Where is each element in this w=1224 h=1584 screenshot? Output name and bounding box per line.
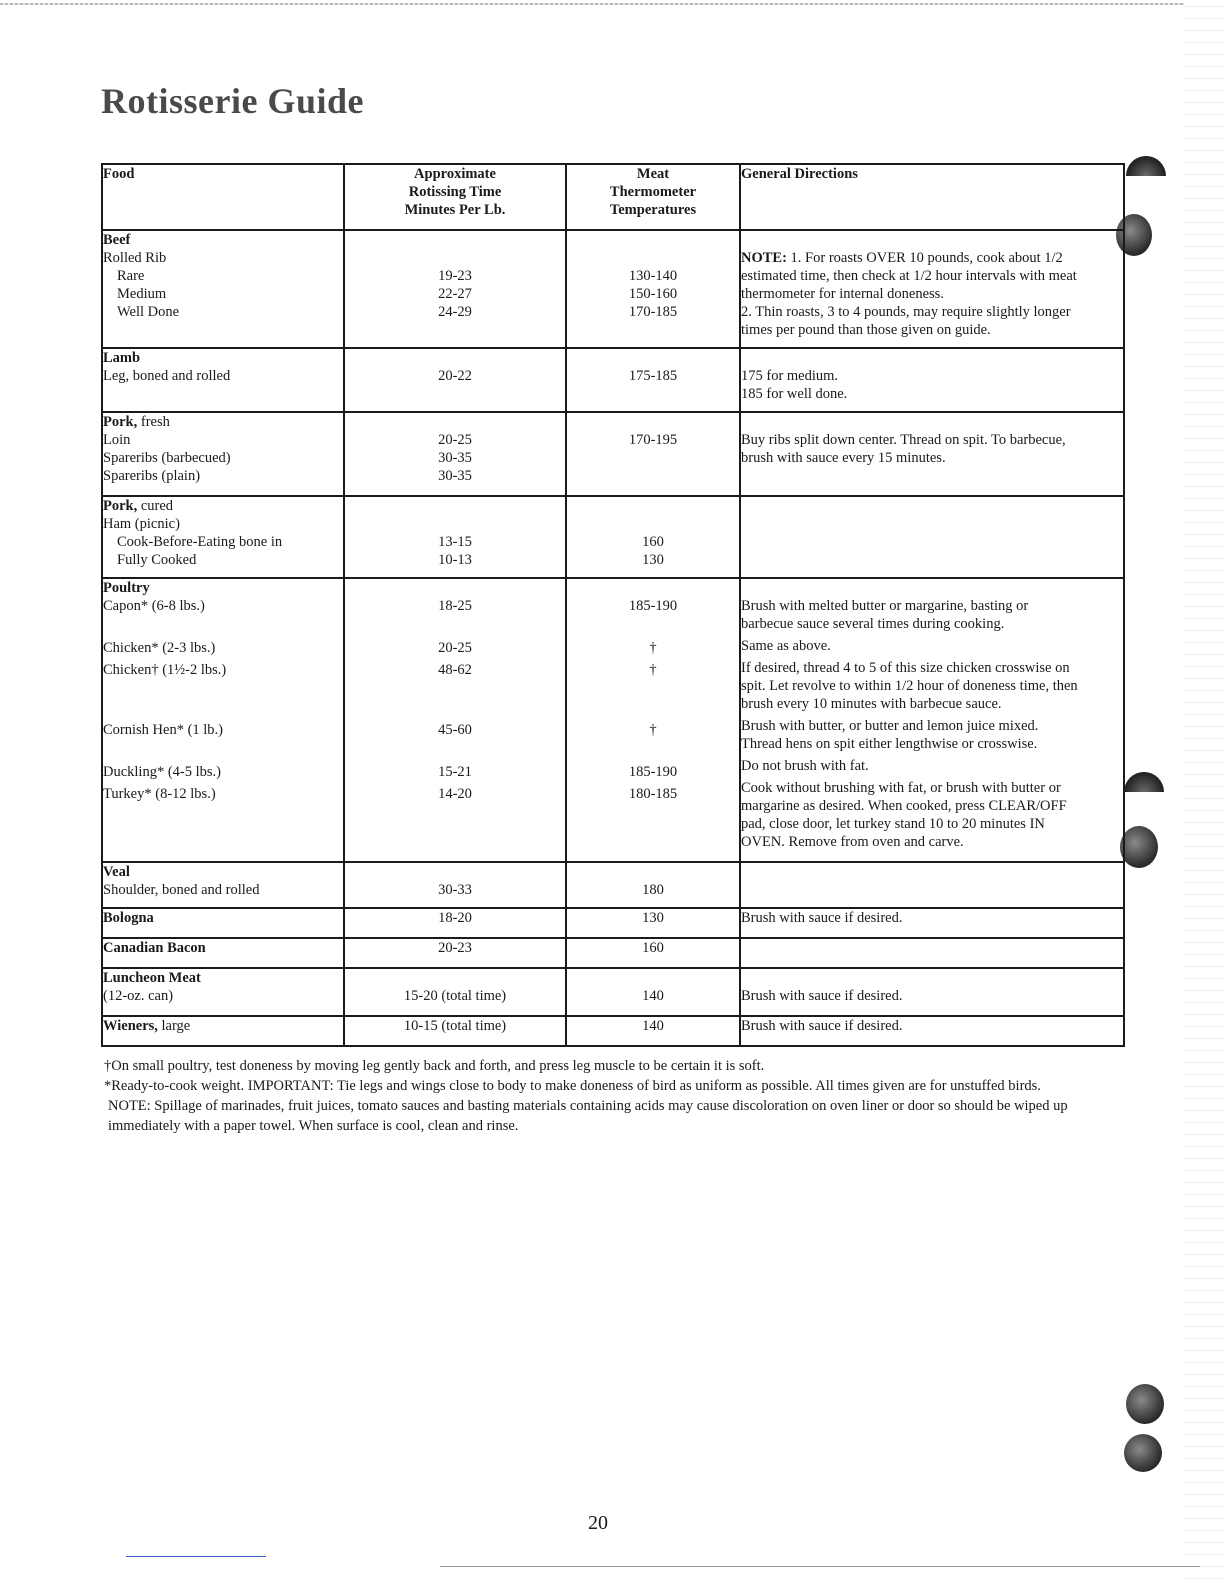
directions-cell	[740, 938, 1124, 968]
temp-cell: 130	[566, 908, 740, 938]
binder-hole-icon	[1126, 1384, 1164, 1424]
binder-hole-top-icon	[1126, 156, 1166, 176]
bottom-rule	[440, 1566, 1200, 1567]
directions-cell: Buy ribs split down center. Thread on spit. To barbecue, brush with sauce every 15 minutes.	[740, 412, 1124, 496]
table-row-canadian-bacon	[102, 938, 1124, 968]
temp-cell: 140	[566, 968, 740, 1016]
scan-top-rule	[0, 3, 1190, 5]
table-row-poultry	[102, 578, 1124, 862]
time-cell: 13-15 10-13	[344, 496, 566, 578]
table-row-pork-fresh	[102, 412, 1124, 496]
directions-cell	[740, 862, 1124, 908]
scan-right-edge	[1184, 0, 1224, 1584]
table-row-luncheon-meat	[102, 968, 1124, 1016]
footnote-note: NOTE: Spillage of marinades, fruit juices, tomato sauces and basting materials containing acids may cause discoloration on oven liner or door so should be wiped up immediately with a paper towel. When surface is cool, clean and rinse.	[108, 1098, 1068, 1134]
directions-cell: Brush with melted butter or margarine, basting or barbecue sauce several times during cooking. Same as above. If desired, thread 4 to 5 of this size chicken crosswise on spit. Let revolve to within 1/2 hour of doneness time, then brush every 10 minutes with barbecue sauce. Brush with butter, or butter and lemon juice mixed. Thread hens on spit either lengthwise or crosswise. Do not brush with fat. Cook without brushing with fat, or brush with butter or margarine as desired. When cooked, press CLEAR/OFF pad, close door, let turkey stand 10 to 20 minutes IN OVEN. Remove from oven and carve.	[740, 578, 1124, 862]
header-food: Food	[102, 164, 344, 230]
temp-cell: 160 130	[566, 496, 740, 578]
table-row-wieners	[102, 1016, 1124, 1046]
directions-cell: Brush with sauce if desired.	[740, 1016, 1124, 1046]
time-cell: 20-23	[344, 938, 566, 968]
food-cell: Beef Rolled Rib Rare Medium Well Done	[102, 230, 344, 348]
temp-cell: 180	[566, 862, 740, 908]
directions-cell: NOTE: 1. For roasts OVER 10 pounds, cook about 1/2 estimated time, then check at 1/2 hour intervals with meat thermometer for internal doneness. 2. Thin roasts, 3 to 4 pounds, may require slightly longer times per pound than those given on guide.	[740, 230, 1124, 348]
food-cell: Canadian Bacon	[102, 938, 344, 968]
table-row-lamb	[102, 348, 1124, 412]
temp-cell: 170-195	[566, 412, 740, 496]
time-cell: 20-22	[344, 348, 566, 412]
table-row-beef	[102, 230, 1124, 348]
binder-hole-icon	[1120, 826, 1158, 868]
header-time: Approximate Rotissing Time Minutes Per Lb.	[344, 164, 566, 230]
header-temp: Meat Thermometer Temperatures	[566, 164, 740, 230]
time-cell: 20-25 30-35 30-35	[344, 412, 566, 496]
food-cell: Pork, fresh Loin Spareribs (barbecued) Spareribs (plain)	[102, 412, 344, 496]
food-cell: Veal Shoulder, boned and rolled	[102, 862, 344, 908]
food-cell: Wieners, large	[102, 1016, 344, 1046]
temp-cell: 140	[566, 1016, 740, 1046]
time-cell: 18-20	[344, 908, 566, 938]
directions-cell: Brush with sauce if desired.	[740, 968, 1124, 1016]
directions-cell: Brush with sauce if desired.	[740, 908, 1124, 938]
binder-hole-mid-icon	[1124, 772, 1164, 792]
page-number: 20	[588, 1512, 608, 1534]
table-row-bologna	[102, 908, 1124, 938]
food-cell: Pork, cured Ham (picnic) Cook-Before-Eating bone in Fully Cooked	[102, 496, 344, 578]
food-cell: Lamb Leg, boned and rolled	[102, 348, 344, 412]
food-cell: Luncheon Meat (12-oz. can)	[102, 968, 344, 1016]
time-cell: 15-20 (total time)	[344, 968, 566, 1016]
temp-cell: 185-190 † † † 185-190 180-185	[566, 578, 740, 862]
temp-cell: 175-185	[566, 348, 740, 412]
directions-cell	[740, 496, 1124, 578]
time-cell: 19-23 22-27 24-29	[344, 230, 566, 348]
header-directions: General Directions	[740, 164, 1124, 230]
footnote-dagger: †On small poultry, test doneness by moving leg gently back and forth, and press leg muscle to be certain it is soft.	[104, 1058, 765, 1074]
footnote-asterisk: *Ready-to-cook weight. IMPORTANT: Tie legs and wings close to body to make doneness of bird as uniform as possible. All times given are for unstuffed birds.	[104, 1078, 1041, 1094]
time-cell: 18-25 20-25 48-62 45-60 15-21 14-20	[344, 578, 566, 862]
time-cell: 30-33	[344, 862, 566, 908]
table-header-row	[102, 164, 1124, 230]
food-cell: Bologna	[102, 908, 344, 938]
table-row-veal	[102, 862, 1124, 908]
footnotes	[104, 1056, 1124, 1136]
temp-cell: 130-140 150-160 170-185	[566, 230, 740, 348]
directions-cell: 175 for medium. 185 for well done.	[740, 348, 1124, 412]
temp-cell: 160	[566, 938, 740, 968]
page-title: Rotisserie Guide	[101, 81, 364, 121]
bottom-underline	[126, 1556, 266, 1557]
binder-hole-icon	[1124, 1434, 1162, 1472]
table-row-pork-cured	[102, 496, 1124, 578]
rotisserie-table	[101, 163, 1125, 1047]
food-cell: Poultry Capon* (6-8 lbs.) Chicken* (2-3 lbs.) Chicken† (1½-2 lbs.) Cornish Hen* (1 lb.) Duckling* (4-5 lbs.) Turkey* (8-12 lbs.)	[102, 578, 344, 862]
time-cell: 10-15 (total time)	[344, 1016, 566, 1046]
